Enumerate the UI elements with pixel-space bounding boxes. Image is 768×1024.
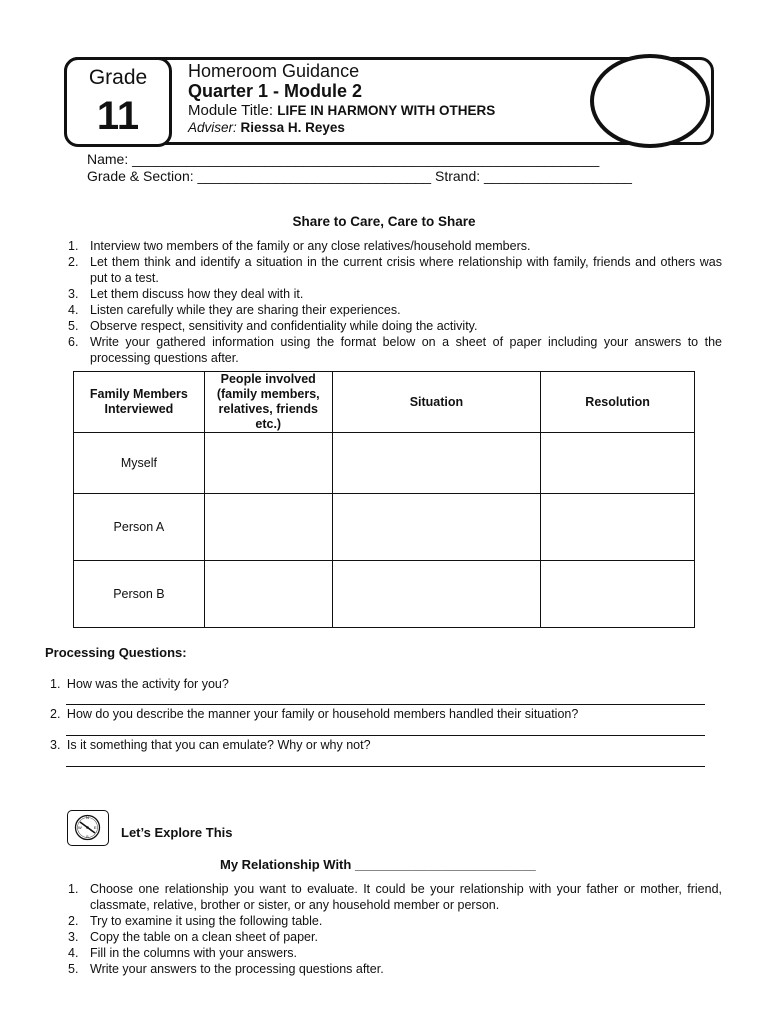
step-number: 3. — [68, 287, 79, 301]
explore-steps — [68, 881, 722, 977]
quarter-module: Quarter 1 - Module 2 — [188, 81, 363, 101]
question-text: Is it something that you can emulate? Why or why not? — [66, 738, 371, 752]
column-header: Family Members Interviewed — [74, 372, 205, 433]
activity-steps — [68, 238, 722, 366]
module-title-label: Module Title: — [188, 102, 274, 119]
table-cell[interactable] — [541, 433, 695, 494]
step-text: Let them discuss how they deal with it. — [90, 287, 304, 301]
table-cell[interactable] — [541, 561, 695, 628]
table-cell[interactable] — [541, 494, 695, 561]
name-field-line[interactable]: Name: ____________________________________________________________ — [87, 151, 600, 167]
step-text: Interview two members of the family or any close relatives/household members. — [90, 239, 531, 253]
logo-placeholder-circle — [590, 54, 710, 148]
step-text: Listen carefully while they are sharing their experiences. — [90, 303, 401, 317]
question-text: How was the activity for you? — [66, 677, 229, 691]
step-number: 3. — [68, 930, 79, 944]
activity-table — [73, 371, 695, 628]
processing-questions-title: Processing Questions: — [45, 645, 187, 660]
module-title: LIFE IN HARMONY WITH OTHERS — [277, 103, 496, 118]
svg-text:E: E — [94, 825, 97, 830]
answer-line[interactable] — [66, 704, 705, 705]
question-3 — [50, 738, 371, 752]
step-number: 1. — [68, 239, 79, 253]
column-header: Resolution — [541, 372, 695, 433]
column-header: Situation — [332, 372, 541, 433]
table-cell[interactable] — [332, 433, 541, 494]
list-item — [68, 238, 722, 254]
compass-icon-frame — [67, 810, 109, 846]
svg-text:N: N — [86, 815, 89, 820]
table-cell[interactable] — [332, 494, 541, 561]
list-item — [68, 318, 722, 334]
grade-section-field-line[interactable]: Grade & Section: ______________________________ Strand: ___________________ — [87, 168, 632, 184]
row-label: Myself — [74, 433, 205, 494]
adviser-label: Adviser: — [188, 120, 237, 135]
list-item — [68, 334, 722, 366]
table-header-row — [74, 372, 695, 433]
step-text: Observe respect, sensitivity and confidentiality while doing the activity. — [90, 319, 478, 333]
step-number: 5. — [68, 962, 79, 976]
answer-line[interactable] — [66, 766, 705, 767]
answer-line[interactable] — [66, 735, 705, 736]
svg-text:W: W — [78, 825, 82, 830]
table-cell[interactable] — [332, 561, 541, 628]
grade-number: 11 — [96, 94, 140, 138]
table-cell[interactable] — [204, 561, 332, 628]
step-number: 6. — [68, 335, 79, 349]
step-number: 5. — [68, 319, 79, 333]
step-number: 4. — [68, 303, 79, 317]
subject-title: Homeroom Guidance — [188, 61, 360, 81]
step-text: Fill in the columns with your answers. — [90, 946, 298, 960]
list-item — [68, 961, 722, 977]
column-header: People involved (family members, relatives, friends etc.) — [204, 372, 332, 433]
list-item — [68, 945, 722, 961]
question-text: How do you describe the manner your family or household members handled their situation? — [66, 707, 579, 721]
step-number: 1. — [68, 882, 79, 896]
step-text: Let them think and identify a situation in the current crisis where relationship with family, friends and others was put to a test. — [90, 255, 722, 285]
question-number: 3. — [50, 738, 61, 752]
grade-label: Grade — [88, 66, 148, 89]
compass-icon — [68, 811, 107, 844]
step-text: Write your answers to the processing questions after. — [90, 962, 384, 976]
table-cell[interactable] — [204, 433, 332, 494]
list-item — [68, 254, 722, 286]
list-item — [68, 302, 722, 318]
list-item — [68, 929, 722, 945]
table-row — [74, 561, 695, 628]
list-item — [68, 286, 722, 302]
step-text: Try to examine it using the following table. — [90, 914, 323, 928]
row-label: Person B — [74, 561, 205, 628]
module-title-line — [188, 102, 495, 119]
list-item — [68, 913, 722, 929]
step-text: Choose one relationship you want to evaluate. It could be your relationship with your father or mother, friend, classmate, relative, brother or sister, or any household member or person. — [90, 882, 722, 912]
step-number: 4. — [68, 946, 79, 960]
table-row — [74, 494, 695, 561]
question-1 — [50, 677, 229, 691]
grade-box — [64, 57, 172, 147]
question-number: 2. — [50, 707, 61, 721]
relationship-title: My Relationship With _________________________ — [220, 857, 536, 872]
question-number: 1. — [50, 677, 61, 691]
question-2 — [50, 707, 578, 721]
explore-title: Let’s Explore This — [121, 825, 233, 840]
step-number: 2. — [68, 914, 79, 928]
adviser-line — [188, 120, 345, 135]
list-item — [68, 881, 722, 913]
svg-text:S: S — [86, 834, 89, 839]
activity-title: Share to Care, Care to Share — [292, 214, 476, 229]
table-row — [74, 433, 695, 494]
step-number: 2. — [68, 255, 79, 269]
row-label: Person A — [74, 494, 205, 561]
table-cell[interactable] — [204, 494, 332, 561]
step-text: Copy the table on a clean sheet of paper. — [90, 930, 318, 944]
adviser-name: Riessa H. Reyes — [240, 120, 345, 135]
step-text: Write your gathered information using the format below on a sheet of paper including your answers to the processing questions after. — [90, 335, 722, 365]
